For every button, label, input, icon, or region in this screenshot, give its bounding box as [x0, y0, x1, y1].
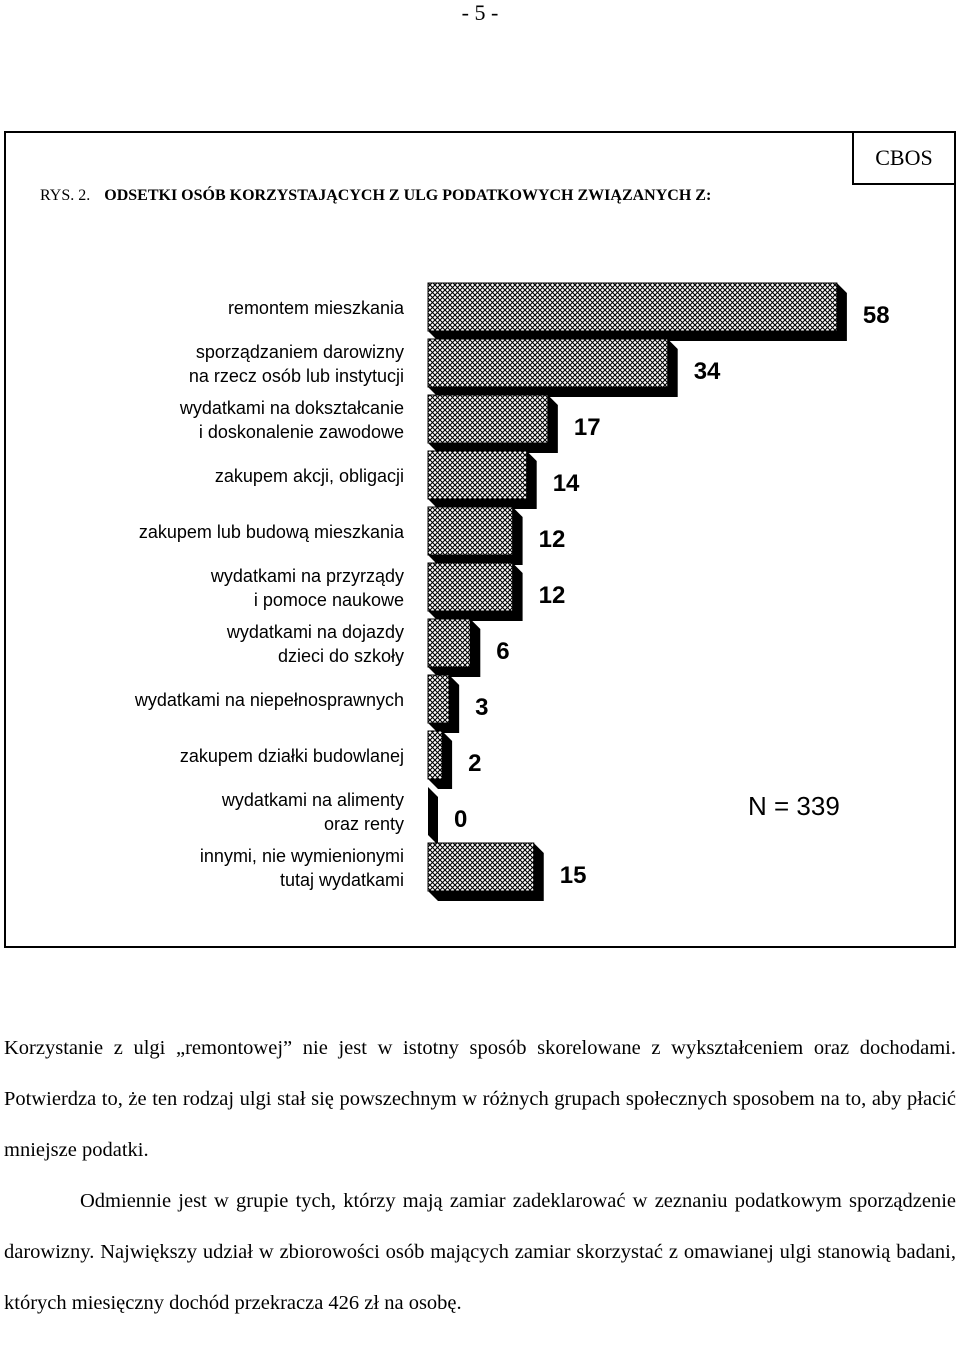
bar-value-label: 0	[454, 806, 468, 833]
category-label: oraz renty	[323, 814, 404, 834]
category-label: wydatkami na alimenty	[221, 790, 404, 810]
bar	[428, 395, 548, 443]
bar-value-label: 12	[538, 526, 566, 553]
bar	[428, 339, 668, 387]
category-label: dzieci do szkoły	[277, 646, 404, 666]
bar	[428, 619, 470, 667]
cbos-logo-text: CBOS	[875, 145, 933, 170]
category-label: i pomoce naukowe	[253, 590, 404, 610]
bar-value-label: 34	[693, 358, 721, 385]
sample-size-annotation: N = 339	[748, 791, 840, 821]
bar	[428, 731, 442, 779]
bar	[428, 843, 534, 891]
category-label: na rzecz osób lub instytucji	[188, 366, 404, 386]
bar	[428, 451, 527, 499]
bar-value-label: 17	[573, 414, 601, 441]
paragraph-1: Korzystanie z ulgi „remontowej” nie jest w istotny sposób skorelowane z wykształceniem oraz dochodami. Potwierdza to, że ten rodzaj ulgi stał się powszechnym w różnych grupach społecznych sposobem na to, aby płacić mniejsze podatki.	[4, 1037, 956, 1161]
category-label: remontem mieszkania	[227, 298, 404, 318]
body-text	[4, 1023, 956, 1329]
category-label: tutaj wydatkami	[279, 870, 404, 890]
bar-value-label: 3	[475, 694, 489, 721]
bar	[428, 675, 449, 723]
bar	[428, 563, 513, 611]
figure-number: RYS. 2.	[40, 187, 91, 204]
category-label: zakupem lub budową mieszkania	[138, 522, 404, 542]
category-label: sporządzaniem darowizny	[195, 342, 404, 362]
bar	[428, 507, 513, 555]
bar-value-label: 15	[559, 862, 587, 889]
category-label: wydatkami na przyrządy	[210, 566, 404, 586]
paragraph-2: Odmiennie jest w grupie tych, którzy mają zamiar zadeklarować w zeznaniu podatkowym sporządzenie darowizny. Największy udział w zbiorowości osób mających zamiar skorzystać z omawianej ulgi stanowią badani, których miesięczny dochód przekracza 426 zł na osobę.	[4, 1190, 956, 1314]
page-number: - 5 -	[461, 0, 499, 25]
category-label: zakupem akcji, obligacji	[214, 466, 404, 486]
category-label: zakupem działki budowlanej	[179, 746, 404, 766]
category-label: wydatkami na dojazdy	[226, 622, 404, 642]
category-label: i doskonalenie zawodowe	[198, 422, 404, 442]
bar	[428, 283, 837, 331]
bar-value-label: 2	[468, 750, 482, 777]
bar-value-label: 58	[862, 302, 890, 329]
category-label: wydatkami na dokształcanie	[179, 398, 404, 418]
bar-value-label: 6	[496, 638, 510, 665]
bar-value-label: 14	[552, 470, 580, 497]
figure-title: ODSETKI OSÓB KORZYSTAJĄCYCH Z ULG PODATKOWYCH ZWIĄZANYCH Z:	[104, 187, 712, 204]
category-label: innymi, nie wymienionymi	[199, 846, 404, 866]
bar-shadow	[428, 787, 438, 845]
bar-value-label: 12	[538, 582, 566, 609]
category-label: wydatkami na niepełnosprawnych	[134, 690, 404, 710]
